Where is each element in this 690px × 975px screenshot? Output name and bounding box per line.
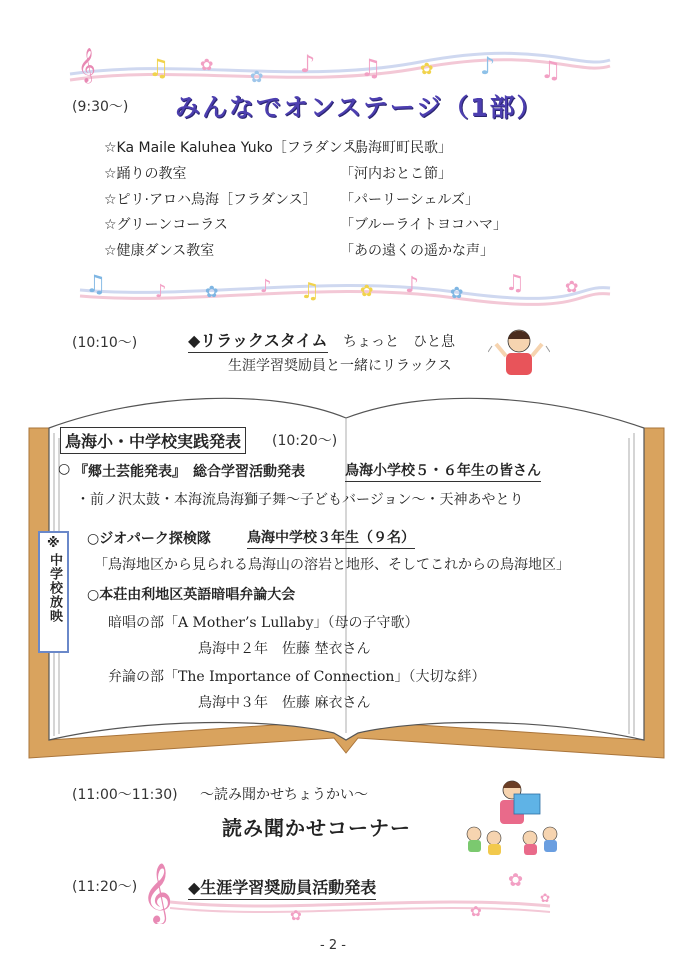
speech-entry: 弁論の部「The Importance of Connection」（大切な絆） (108, 669, 486, 685)
svg-text:♫: ♫ (540, 56, 562, 84)
svg-text:✿: ✿ (508, 870, 524, 891)
middle-school-broadcast-note (38, 531, 69, 653)
school-section-title: 鳥海小・中学校実践発表 (60, 427, 246, 454)
school-item1-title: 『郷土芸能発表』 総合学習活動発表 (74, 464, 305, 480)
school-item1-who: 鳥海小学校５・６年生の皆さん (345, 460, 541, 482)
school-item2-title: ○ジオパーク探検隊 (87, 531, 211, 547)
storytelling-illustration (462, 776, 562, 856)
program-song-1: 「鳥海町町民歌」 (340, 140, 452, 156)
section1-time: (9:30～) (72, 99, 129, 115)
relax-time: (10:10～) (72, 335, 138, 351)
note-label: 中学校放映 (47, 553, 62, 623)
school-item2-detail: 「鳥海地区から見られる鳥海山の溶岩と地形、そしてこれからの鳥海地区」 (94, 557, 570, 573)
school-item2-who: 鳥海中学校３年生（９名） (247, 527, 415, 549)
music-notes-decoration-bottom (75, 262, 615, 307)
section1-title: みんなでオンステージ（1部） (175, 93, 544, 122)
activity-time: (11:20～) (72, 879, 138, 895)
reading-time: (11:00～11:30) (72, 787, 178, 803)
program-item-4: ☆グリーンコーラス (104, 217, 228, 233)
svg-text:✿: ✿ (470, 904, 482, 920)
program-song-3: 「パーリーシェルズ」 (340, 192, 480, 208)
recitation-student: 鳥海中２年 佐藤 埜衣さん (198, 641, 371, 657)
svg-text:♫: ♫ (85, 270, 107, 298)
svg-text:♪: ♪ (155, 281, 167, 302)
school-item3-title: ○本荘由利地区英語暗唱弁論大会 (87, 587, 296, 603)
svg-text:✿: ✿ (290, 908, 302, 924)
svg-text:✿: ✿ (540, 891, 551, 905)
program-song-5: 「あの遠くの遥かな声」 (340, 243, 494, 259)
svg-text:✿: ✿ (200, 55, 214, 74)
school-item1-mark: ○ (58, 461, 71, 477)
svg-text:✿: ✿ (420, 59, 434, 78)
svg-text:♪: ♪ (260, 276, 272, 297)
reading-title: 読み聞かせコーナー (222, 816, 411, 840)
reading-sub: ～読み聞かせちょうかい～ (200, 787, 368, 803)
school-section-time: (10:20～) (272, 433, 338, 449)
speech-student: 鳥海中３年 佐藤 麻衣さん (198, 695, 371, 711)
relaxing-person-illustration (488, 326, 550, 378)
program-item-3: ☆ピリ·アロハ鳥海［フラダンス］ (104, 192, 317, 208)
relax-sub: 生涯学習奨励員と一緒にリラックス (228, 358, 452, 374)
svg-text:♫: ♫ (505, 271, 525, 296)
relax-title: ◆リラックスタイム (188, 328, 328, 353)
svg-text:♫: ♫ (360, 54, 382, 82)
note-mark: ※ (47, 536, 60, 551)
relax-note: ちょっと ひと息 (343, 334, 455, 350)
svg-text:✿: ✿ (250, 67, 264, 86)
activity-title: ◆生涯学習奨励員活動発表 (188, 875, 376, 900)
svg-text:𝄞: 𝄞 (78, 48, 96, 83)
svg-text:✿: ✿ (450, 283, 464, 302)
music-notes-decoration-top (60, 40, 620, 95)
svg-text:♪: ♪ (405, 273, 420, 298)
svg-text:✿: ✿ (360, 281, 374, 300)
program-song-4: 「ブルーライトヨコハマ」 (340, 217, 508, 233)
svg-text:✿: ✿ (565, 277, 579, 296)
svg-text:𝄞: 𝄞 (142, 863, 173, 923)
svg-text:✿: ✿ (205, 282, 219, 301)
program-song-2: 「河内おとこ節」 (340, 166, 452, 182)
recitation-entry: 暗唱の部「A Mother’s Lullaby」（母の子守歌） (108, 615, 419, 631)
svg-text:♫: ♫ (148, 54, 170, 82)
program-item-2: ☆踊りの教室 (104, 166, 187, 182)
program-item-5: ☆健康ダンス教室 (104, 243, 215, 259)
svg-text:♫: ♫ (300, 279, 320, 304)
svg-text:♪: ♪ (480, 52, 496, 80)
school-item1-detail: ・前ノ沢太鼓・本海流鳥海獅子舞～子どもバージョン～・天神あやとり (76, 492, 524, 508)
program-item-1: ☆Ka Maile Kaluhea Yuko［フラダンス］ (104, 140, 371, 156)
svg-text:♪: ♪ (300, 50, 316, 78)
page-number: - 2 - (320, 938, 346, 953)
